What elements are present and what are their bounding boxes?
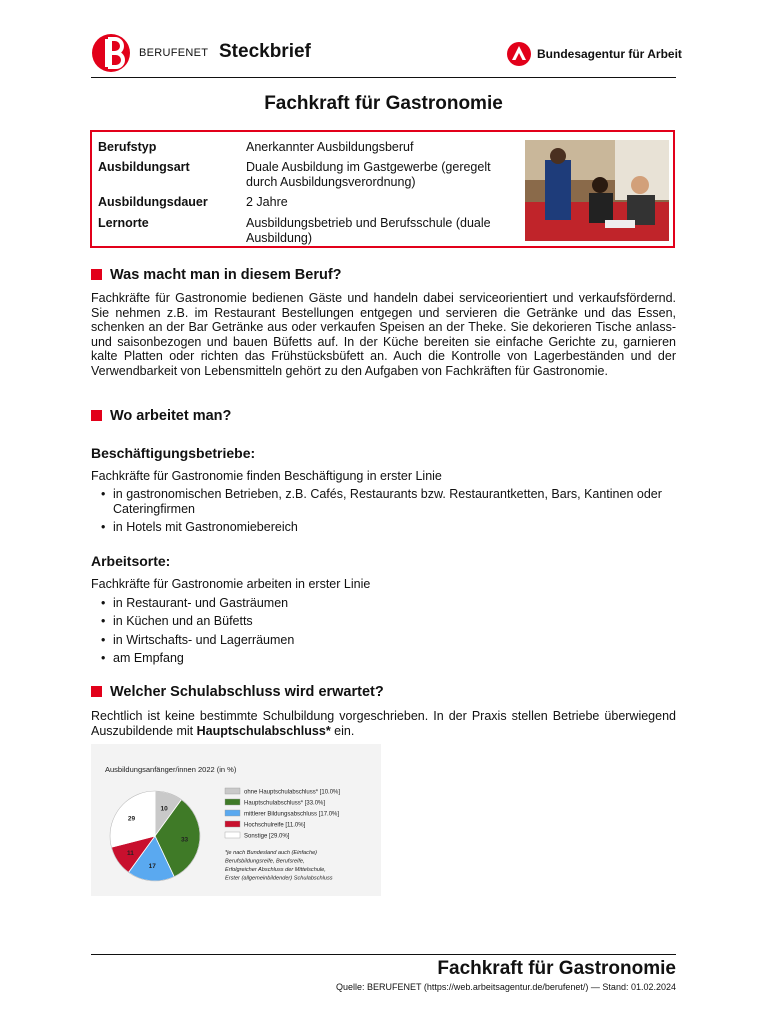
- education-paragraph: Rechtlich ist keine bestimmte Schulbildung vorgeschrieben. In der Praxis stellen Betriebe überwiegend Auszubildende mit Hauptschulabschluss* ein.: [91, 709, 676, 738]
- footer-divider: [91, 954, 676, 955]
- footer-source: Quelle: BERUFENET (https://web.arbeitsagentur.de/berufenet/) — Stand: 01.02.2024: [335, 982, 676, 992]
- list-item: • in Restaurant- und Gasträumen: [101, 596, 289, 610]
- education-pie-chart: [91, 744, 381, 896]
- chart-title: Ausbildungsanfänger/innen 2022 (in %): [105, 765, 237, 774]
- list-item: • am Empfang: [101, 651, 184, 665]
- chart-footnote: Berufsbildungsreife, Berufsreife,: [225, 858, 305, 865]
- info-value: 2 Jahre: [246, 195, 288, 209]
- subheading-employers: Beschäftigungsbetriebe:: [91, 445, 256, 461]
- legend-swatch: [225, 821, 240, 827]
- legend-label: ohne Hauptschulabschluss* [10.0%]: [244, 789, 341, 796]
- places-intro: Fachkräfte für Gastronomie arbeiten in erster Linie: [91, 577, 371, 591]
- restaurant-photo: [525, 140, 669, 241]
- list-item: • in Wirtschafts- und Lagerräumen: [101, 633, 295, 647]
- legend-label: Hochschulreife [11.0%]: [244, 822, 306, 829]
- legend-swatch: [225, 810, 240, 816]
- page-title: Fachkraft für Gastronomie: [264, 93, 503, 114]
- chart-footnote: *je nach Bundesland auch (Einfache): [225, 850, 318, 856]
- chart-footnote: Erfolgreicher Abschluss der Mittelschule,: [225, 867, 326, 873]
- section-heading-education: Welcher Schulabschluss wird erwartet?: [91, 684, 384, 700]
- pie-slice-label: 10: [160, 805, 168, 813]
- legend-swatch: [225, 832, 240, 838]
- legend-label: mittlerer Bildungsabschluss [17.0%]: [244, 811, 340, 818]
- info-key: Berufstyp: [98, 140, 157, 154]
- pie-chart-svg: [91, 744, 381, 896]
- employers-intro: Fachkräfte für Gastronomie finden Beschäftigung in erster Linie: [91, 469, 442, 483]
- legend-swatch: [225, 799, 240, 805]
- berufenet-logo-icon: [91, 33, 131, 73]
- section-heading-workplaces: Wo arbeitet man?: [91, 408, 231, 424]
- footer-title: Fachkraft für Gastronomie: [437, 958, 676, 979]
- square-bullet-icon: [91, 686, 102, 697]
- info-key: Lernorte: [98, 216, 149, 230]
- list-item: • in Küchen und an Büfetts: [101, 614, 253, 628]
- square-bullet-icon: [91, 269, 102, 280]
- brand-name: BERUFENET: [139, 47, 209, 59]
- info-key: Ausbildungsdauer: [98, 195, 208, 209]
- subheading-work-places: Arbeitsorte:: [91, 553, 171, 569]
- pie-slice-label: 29: [127, 815, 136, 823]
- tasks-paragraph: Fachkräfte für Gastronomie bedienen Gäste und handeln dabei serviceorientiert und verkaufsfördernd. Sie nehmen z.B. im Restaurant Bestellungen entgegen und servieren die Getränke und das Essen, schenken an der Bar Getränke aus oder verkaufen Speisen an der Theke. Sie dekorieren Tische anlass- und saisonbezogen und bauen Büfetts auf. In der Küche bereiten sie einfache Gerichte zu, garnieren kalte Platten oder richten das Frühstücksbüfett an. Auch die Kontrolle von Lagerbeständen und der Verwendbarkeit von Lebensmitteln gehört zu den Aufgaben von Fachkräften für Gastronomie.: [91, 291, 676, 378]
- section-heading-tasks: Was macht man in diesem Beruf?: [91, 267, 342, 283]
- document-type: Steckbrief: [219, 41, 311, 62]
- info-key: Ausbildungsart: [98, 160, 190, 174]
- info-value: Anerkannter Ausbildungsberuf: [246, 140, 414, 154]
- legend-swatch: [225, 788, 240, 794]
- info-box: [90, 130, 675, 248]
- square-bullet-icon: [91, 410, 102, 421]
- agency-name: Bundesagentur für Arbeit: [537, 47, 682, 61]
- chart-footnote: Erster (allgemeinbildender) Schulabschluss: [225, 875, 333, 882]
- agency-logo-icon: [507, 42, 531, 66]
- list-item: • in Hotels mit Gastronomiebereich: [101, 520, 298, 534]
- pie-slice-label: 33: [180, 836, 189, 844]
- list-item: • in gastronomischen Betrieben, z.B. Cafés, Restaurants bzw. Restaurantketten, Bars, Kantinen oder Cateringfirmen: [101, 487, 662, 516]
- pie-slice-label: 11: [126, 850, 134, 858]
- header-divider: [91, 77, 676, 78]
- legend-label: Sonstige [29.0%]: [244, 833, 290, 840]
- info-value: Ausbildungsbetrieb und Berufsschule (duale Ausbildung): [246, 216, 491, 245]
- pie-slice-label: 17: [148, 863, 156, 871]
- info-value: Duale Ausbildung im Gastgewerbe (geregelt durch Ausbildungsverordnung): [246, 160, 491, 189]
- legend-label: Hauptschulabschluss* [33.0%]: [244, 800, 326, 807]
